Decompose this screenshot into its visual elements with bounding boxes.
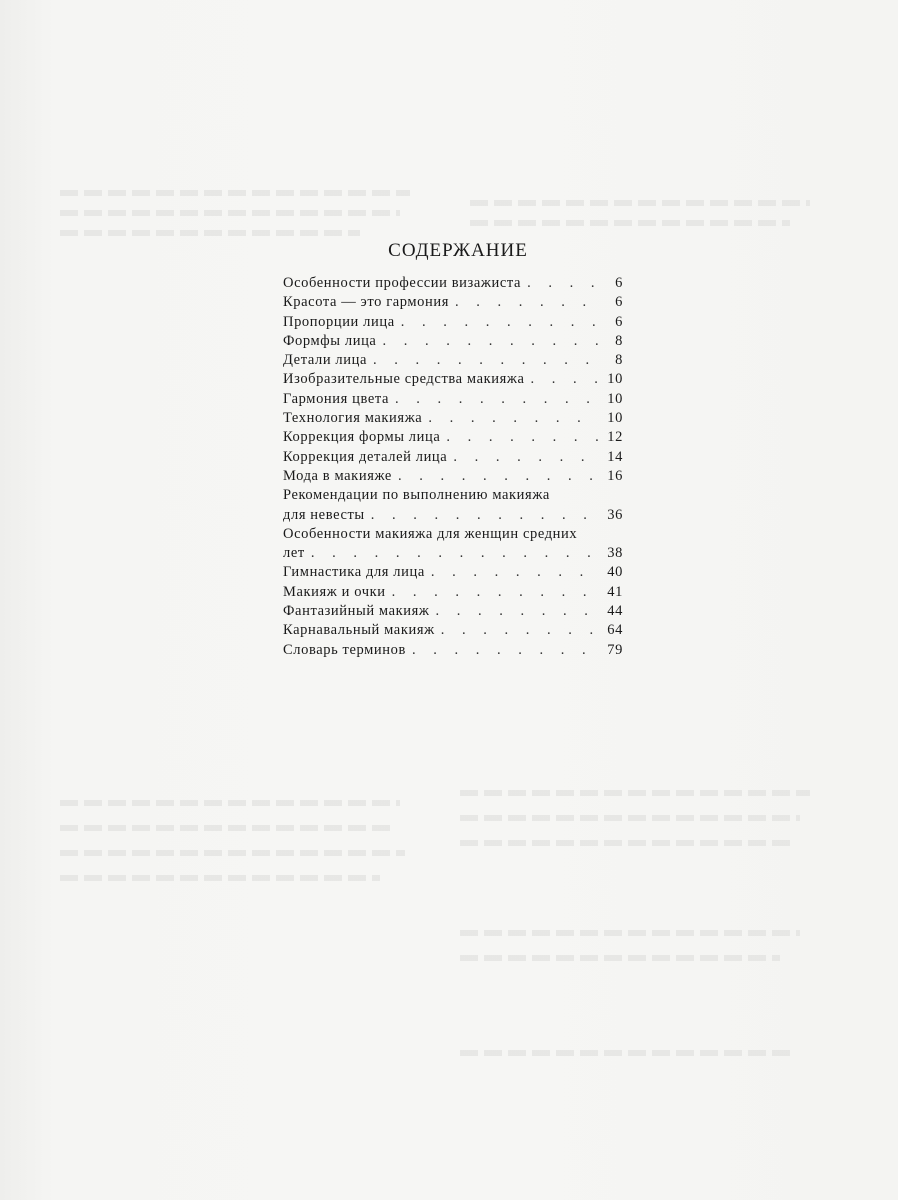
toc-entry-label: Особенности профессии визажиста	[283, 275, 522, 291]
dot-leader	[428, 409, 599, 428]
toc-entry-page: 40	[607, 564, 623, 581]
toc-entry-label: Фантазийный макияж	[283, 603, 430, 620]
bleed-through-lines	[60, 190, 410, 196]
bleed-through-lines	[460, 1050, 790, 1056]
toc-entry-page: 10	[607, 410, 623, 427]
toc-entry-label: Мода в макияже	[283, 467, 392, 484]
toc-entry-label: Пропорции лица	[283, 313, 395, 330]
dot-leader	[412, 641, 599, 660]
toc-entry-page: 64	[607, 622, 623, 639]
toc-entry[interactable]	[283, 409, 623, 428]
toc-entry-page: 16	[607, 467, 623, 484]
toc-entry-label: Словарь терминов	[283, 641, 406, 658]
toc-title: СОДЕРЖАНИЕ	[388, 240, 528, 261]
dot-leader	[453, 448, 599, 467]
toc-entry[interactable]	[283, 641, 623, 660]
dot-leader	[446, 428, 599, 447]
toc-entry[interactable]	[283, 602, 623, 621]
table-of-contents	[283, 240, 623, 660]
toc-entry[interactable]	[283, 486, 623, 525]
toc-entry-page: 44	[607, 603, 623, 620]
toc-entry-label: Макияж и очки	[283, 583, 386, 600]
toc-entry[interactable]	[283, 313, 623, 332]
dot-leader	[398, 467, 599, 486]
toc-entry[interactable]	[283, 563, 623, 582]
toc-entry[interactable]	[283, 351, 623, 370]
toc-entry[interactable]	[283, 390, 623, 409]
dot-leader	[373, 351, 599, 370]
bleed-through-lines	[460, 815, 800, 821]
toc-entry-page: 10	[607, 371, 623, 388]
toc-entry-page: 41	[607, 583, 623, 600]
toc-entry[interactable]	[283, 332, 623, 351]
toc-entry-label: Гимнастика для лица	[283, 564, 425, 581]
toc-entry-label-line2: для невесты	[283, 506, 365, 523]
toc-list	[283, 274, 623, 660]
dot-leader	[531, 370, 599, 389]
toc-entry[interactable]	[283, 525, 623, 564]
dot-leader	[455, 293, 599, 312]
dot-leader	[431, 563, 599, 582]
toc-entry-page: 6	[615, 294, 623, 311]
toc-entry[interactable]	[283, 467, 623, 486]
toc-entry-label-line1: Особенности макияжа для женщин средних	[283, 525, 578, 542]
toc-entry-label: Коррекция формы лица	[283, 429, 441, 446]
toc-entry[interactable]	[283, 428, 623, 447]
toc-entry-page: 6	[615, 275, 623, 291]
toc-entry-page: 10	[607, 390, 623, 407]
toc-entry-page: 38	[607, 545, 623, 562]
toc-entry[interactable]	[283, 583, 623, 602]
toc-entry-label-line1: Рекомендации по выполнению макияжа	[283, 487, 550, 504]
toc-entry-label: Гармония цвета	[283, 390, 390, 407]
dot-leader	[436, 602, 599, 621]
toc-entry-page: 14	[607, 448, 623, 465]
bleed-through-lines	[460, 930, 800, 936]
bleed-through-lines	[460, 840, 790, 846]
dot-leader	[311, 544, 599, 563]
dot-leader	[382, 332, 599, 351]
toc-entry-label: Детали лица	[283, 352, 367, 369]
toc-entry[interactable]	[283, 370, 623, 389]
toc-entry-label: Технология макияжа	[283, 410, 423, 427]
toc-entry-label: Красота — это гармония	[283, 294, 450, 311]
toc-entry-label: Изобразительные средства макияжа	[283, 371, 525, 388]
dot-leader	[392, 583, 599, 602]
toc-entry-page: 6	[615, 313, 623, 330]
bleed-through-lines	[470, 220, 790, 226]
toc-entry[interactable]	[283, 274, 623, 293]
toc-entry-page: 8	[615, 332, 623, 349]
bleed-through-lines	[60, 850, 405, 856]
dot-leader	[371, 506, 599, 525]
dot-leader	[395, 390, 599, 409]
bleed-through-lines	[60, 875, 380, 881]
toc-entry[interactable]	[283, 293, 623, 312]
bleed-through-lines	[470, 200, 810, 206]
toc-entry-label: Карнавальный макияж	[283, 622, 435, 639]
toc-entry-page: 79	[607, 641, 623, 658]
bleed-through-lines	[60, 230, 360, 236]
dot-leader	[441, 621, 599, 640]
dot-leader	[401, 313, 599, 332]
toc-entry-label-line2: лет	[283, 545, 305, 562]
dot-leader	[527, 274, 599, 293]
toc-entry-label: Формфы лица	[283, 332, 377, 349]
toc-entry-page: 8	[615, 352, 623, 369]
bleed-through-lines	[460, 955, 780, 961]
toc-entry-page: 12	[607, 429, 623, 446]
bleed-through-lines	[60, 825, 390, 831]
bleed-through-lines	[60, 210, 400, 216]
toc-entry[interactable]	[283, 621, 623, 640]
bleed-through-lines	[460, 790, 810, 796]
toc-entry[interactable]	[283, 448, 623, 467]
bleed-through-lines	[60, 800, 400, 806]
toc-entry-label: Коррекция деталей лица	[283, 448, 448, 465]
toc-entry-page: 36	[607, 506, 623, 523]
